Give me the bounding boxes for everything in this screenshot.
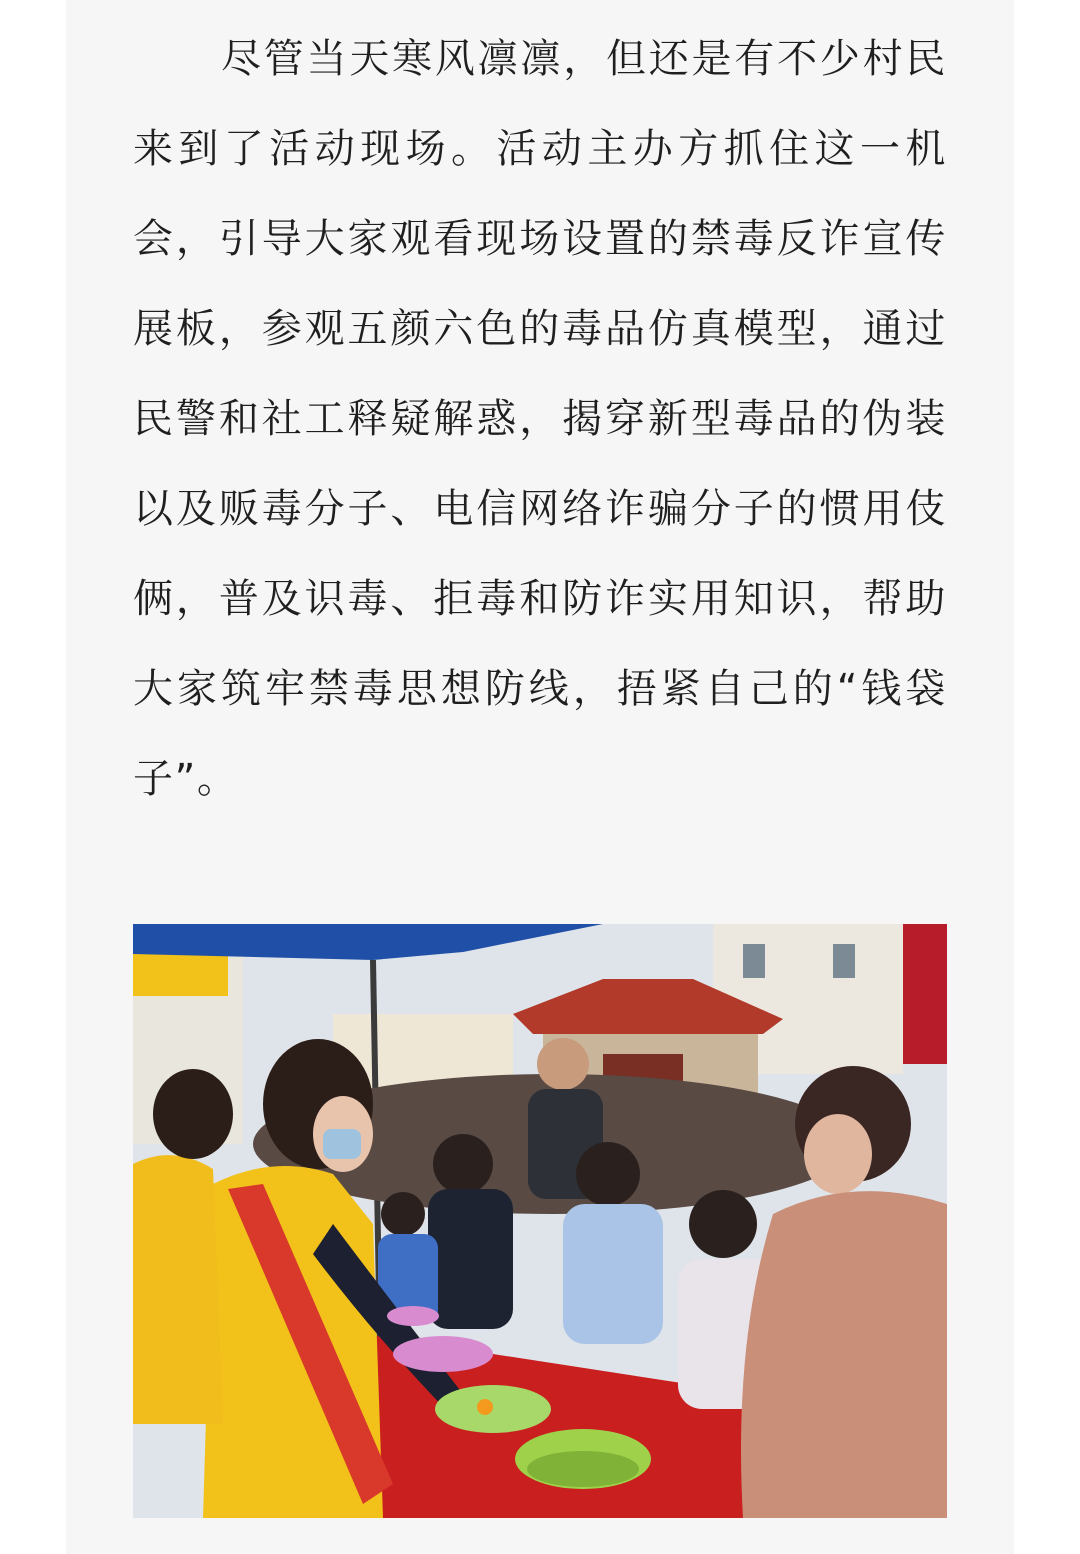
event-photo (133, 924, 947, 1518)
article-paragraph: 尽管当天寒风凛凛，但还是有不少村民来到了活动现场。活动主办方抓住这一机会，引导大家观看现场设置的禁毒反诈宣传展板，参观五颜六色的毒品仿真模型，通过民警和社工释疑解惑，揭穿新型毒品的伪装以及贩毒分子、电信网络诈骗分子的惯用伎俩，普及识毒、拒毒和防诈实用知识，帮助大家筑牢禁毒思想防线，捂紧自己的“钱袋子”。 (133, 36, 947, 802)
woman-coat (741, 1191, 947, 1518)
basket-pink (393, 1336, 493, 1372)
volunteer2-hair (153, 1069, 233, 1159)
child-jacket (563, 1204, 663, 1344)
child-head (381, 1192, 425, 1236)
basket-green (435, 1385, 551, 1433)
child-head (433, 1134, 493, 1194)
woman-face (804, 1114, 872, 1194)
volunteer2-vest (133, 1155, 223, 1424)
child-head (689, 1190, 757, 1258)
child-head (576, 1142, 640, 1206)
orange-candy (477, 1399, 493, 1415)
child-jacket (428, 1189, 513, 1329)
basket-shadow (527, 1451, 639, 1487)
window (743, 944, 765, 978)
red-banner (903, 924, 947, 1064)
man-head (537, 1038, 589, 1090)
basket-pink-small (387, 1306, 439, 1326)
window (833, 944, 855, 978)
building-left-sign (133, 950, 228, 996)
volunteer-mask (323, 1129, 361, 1159)
